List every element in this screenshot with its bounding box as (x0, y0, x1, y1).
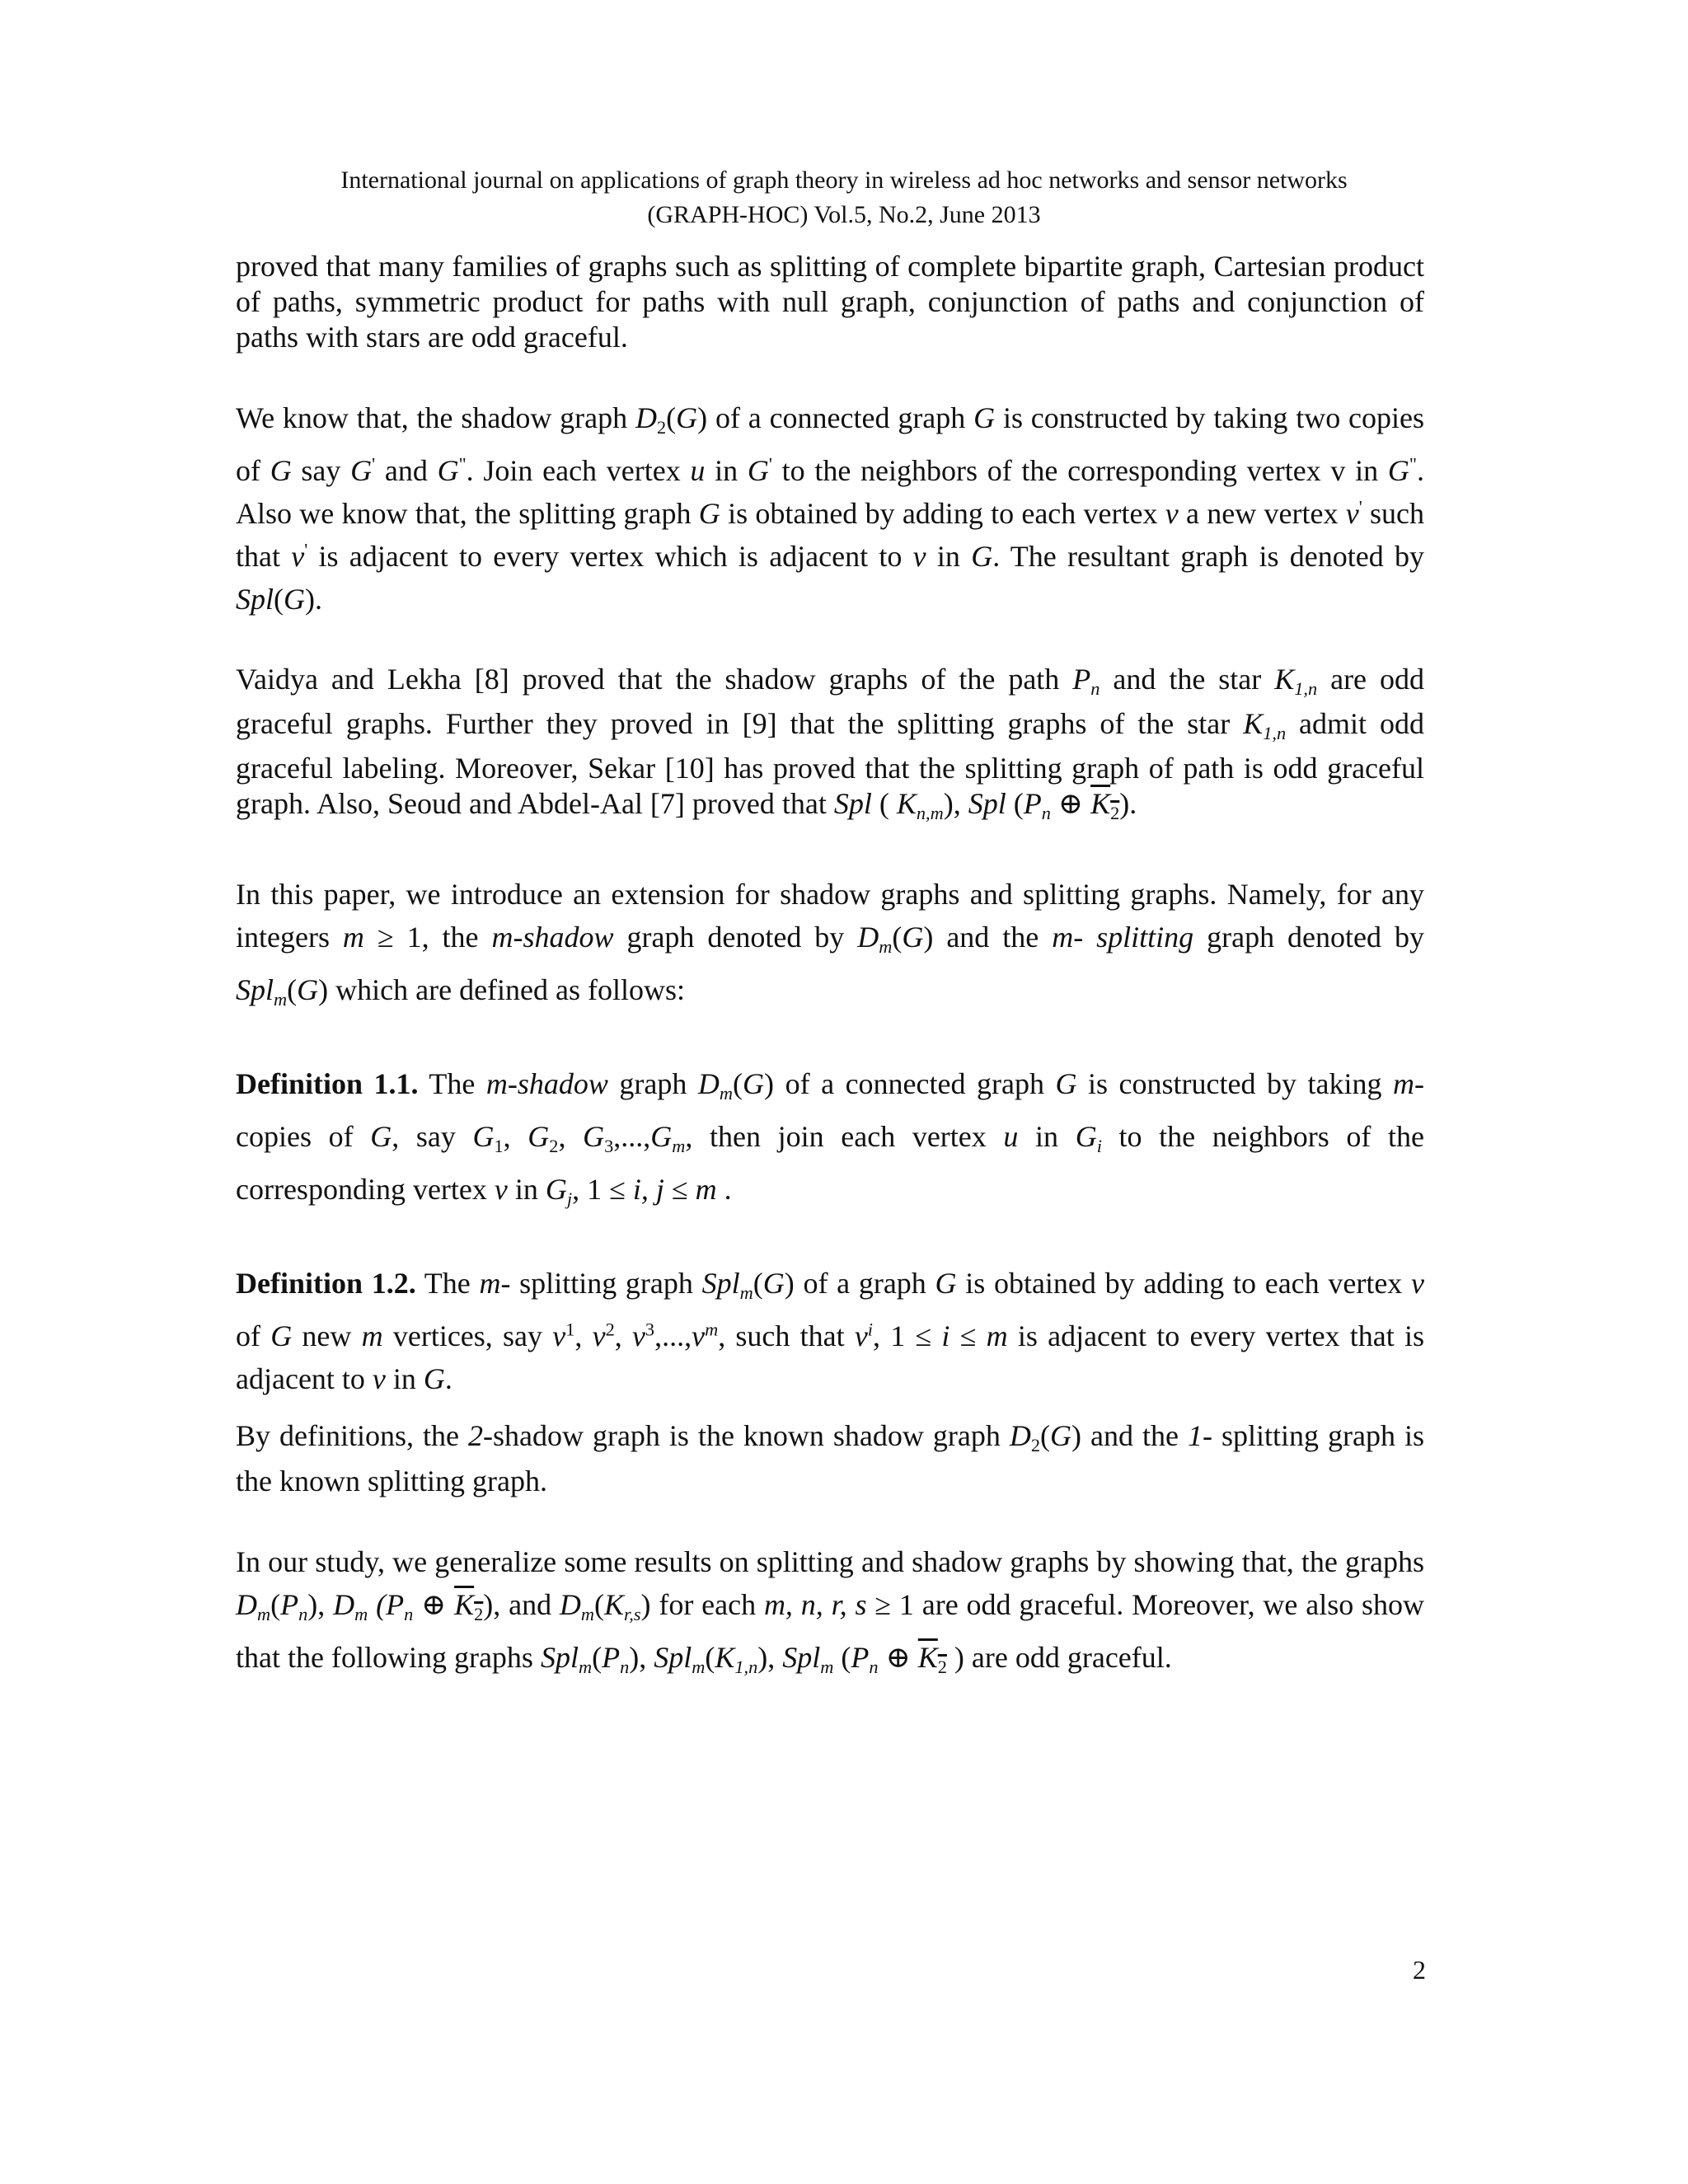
definition-1-1: Definition 1.1. The m-shadow graph $D_m(G)$ of a connected graph G is constructed by taking m-copies of G, say $G_1$, $G_2$, $G_3,...,G_m$, then join each vertex u in $G_i$ to the neighbors of the corresponding vertex v in $G_j$, 1 ≤ i, j ≤ m . (236, 1066, 1425, 1210)
paragraph-definitions-note: By definitions, the 2-shadow graph is the known shadow graph $D_2(G)$ and the 1- splitting graph is the known splitting graph. (236, 1419, 1424, 1497)
definition-1-1-title: Definition 1.1. (236, 1066, 419, 1100)
paragraph-our-study: In our study, we generalize some results on splitting and shadow graphs by showing that, the graphs $D_m(P_n)$, $D_m$ ($P_n$ ⊕ $K_2$), and $D_m(K_{r,s})$ for each m, n, r, s ≥ 1 are odd graceful. Moreover, we also show that the following graphs $Spl_m(P_n)$, $Spl_m(K_{1,n})$, Spl$_m$ ($P_n$ ⊕ $K_2$ ) are odd graceful. (236, 1544, 1425, 1677)
body-text (236, 249, 1424, 1730)
paragraph-1: proved that many families of graphs such as splitting of complete bipartite graph, Cartesian product of paths, symmetric product for paths with null graph, conjunction of paths and conjunction of paths with stars are odd graceful. (236, 250, 1424, 354)
paragraph-shadow-splitting: We know that, the shadow graph $D_2(G)$ of a connected graph G is constructed by taking two copies of G say G' and G". Join each vertex u in G' to the neighbors of the corresponding vertex v in G". Also we know that, the splitting graph G is obtained by adding to each vertex v a new vertex v' such that v' is adjacent to every vertex which is adjacent to v in G. The resultant graph is denoted by Spl(G). (236, 401, 1424, 616)
paragraph-introduction: In this paper, we introduce an extension for shadow graphs and splitting graphs. Namely, for any integers m ≥ 1, the m-shadow graph denoted by $D_m(G)$ and the m- splitting graph denoted by Spl$_m$(G) which are defined as follows: (236, 877, 1424, 1010)
definition-1-2: Definition 1.2. The m- splitting graph Spl$_m$(G) of a graph G is obtained by adding to each vertex v of G new m vertices, say $v^1$, $v^2$, $v^3,...,v^m$, such that $v^i$, 1 ≤ i ≤ m is adjacent to every vertex that is adjacent to v in G. (236, 1267, 1425, 1396)
journal-title: International journal on applications of graph theory in wireless ad hoc networks and sensor networks (340, 166, 1348, 194)
definition-1-2-title: Definition 1.2. (236, 1267, 416, 1301)
paragraph-prior-results: Vaidya and Lekha [8] proved that the shadow graphs of the path $P_n$ and the star $K_{1,n}$ are odd graceful graphs. Further they proved in [9] that the splitting graphs of the star $K_{1,n}$ admit odd graceful labeling. Moreover, Sekar [10] has proved that the splitting graph of path is odd graceful graph. Also, Seoud and Abdel-Aal [7] proved that Spl ( $K_{n,m}$), Spl ($P_n$ ⊕ $K_2$). (236, 663, 1425, 824)
page-number: 2 (1413, 1955, 1426, 1985)
running-header (0, 163, 1688, 232)
journal-volume: (GRAPH-HOC) Vol.5, No.2, June 2013 (647, 201, 1041, 228)
